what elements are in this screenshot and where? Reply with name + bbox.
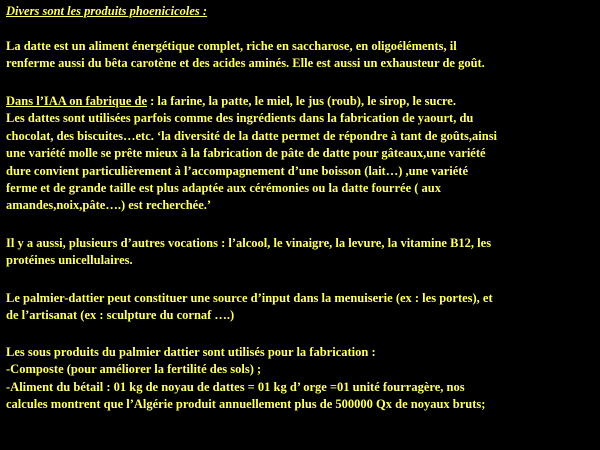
iaa-heading: Dans l’IAA on fabrique de: [6, 94, 147, 108]
text-line: renferme aussi du bêta carotène et des acides aminés. Elle est aussi un exhausteur de goût.: [6, 56, 485, 71]
text-line: dure convient particulièrement à l’accompagnement d’une boisson (lait…) ,une variété: [6, 163, 468, 178]
text-line: calcules montrent que l’Algérie produit annuellement plus de 500000 Qx de noyaux bruts;: [6, 397, 486, 412]
paragraph-nutrition: [6, 38, 596, 73]
text-line: amandes,noix,pâte….) est recherchée.’: [6, 198, 212, 213]
paragraph-sous-produits: [6, 344, 596, 414]
paragraph-vocations: [6, 235, 596, 270]
text-line: ferme et de grande taille est plus adaptée aux cérémonies ou la datte fourrée ( aux: [6, 181, 441, 196]
text-line: une variété molle se prête mieux à la fabrication de pâte de datte pour gâteaux,une variété: [6, 146, 486, 161]
text-line: -Composte (pour améliorer la fertilité des sols) ;: [6, 362, 262, 377]
text-line: La datte est un aliment énergétique complet, riche en saccharose, en oligoéléments, il: [6, 39, 457, 53]
iaa-heading-rest: : la farine, la patte, le miel, le jus (roub), le sirop, le sucre.: [147, 94, 456, 108]
paragraph-iaa: [6, 93, 596, 215]
text-line: protéines unicellulaires.: [6, 253, 133, 268]
text-line: Les dattes sont utilisées parfois comme des ingrédients dans la fabrication de yaourt, du: [6, 111, 474, 126]
text-line: -Aliment du bétail : 01 kg de noyau de dattes = 01 kg d’ orge =01 unité fourragère, nos: [6, 379, 465, 394]
text-line: [6, 93, 596, 110]
text-line: Les sous produits du palmier dattier sont utilisés pour la fabrication :: [6, 345, 376, 359]
text-line: Il y a aussi, plusieurs d’autres vocations : l’alcool, le vinaigre, la levure, la vitamine B12, les: [6, 236, 492, 250]
slide-title: Divers sont les produits phoenicicoles :: [6, 4, 208, 18]
slide-title-block: [6, 3, 596, 20]
text-line: chocolat, des biscuites…etc. ‘la diversité de la datte permet de répondre à tant de goûts,ainsi: [6, 128, 498, 143]
text-line: de l’artisanat (ex : sculpture du cornaf ….): [6, 308, 235, 323]
paragraph-menuiserie: [6, 290, 596, 325]
text-line: Le palmier-dattier peut constituer une source d’input dans la menuiserie (ex : les portes), et: [6, 291, 493, 305]
